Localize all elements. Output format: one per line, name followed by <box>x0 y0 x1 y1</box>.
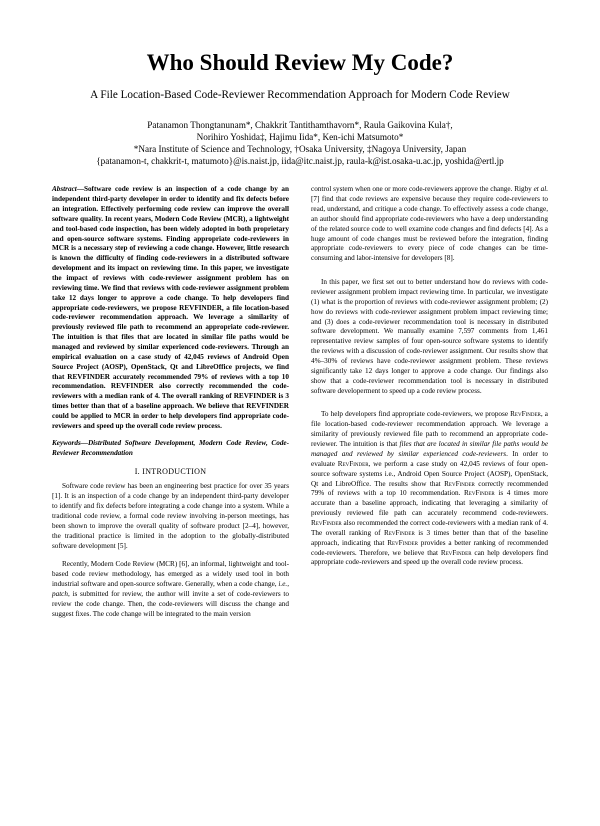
authors-line-2: Norihiro Yoshida‡, Hajimu Iida*, Ken-ichi Matsumoto* <box>196 131 404 142</box>
text-run-italic: i.e., patch <box>52 580 289 599</box>
text-run: To help developers find appropriate code-reviewers, we propose <box>321 410 511 419</box>
tool-name: RevFinder <box>337 459 369 468</box>
abstract <box>52 185 289 431</box>
text-run: control system when one or more code-reviewers approve the change. Rigby <box>311 185 534 194</box>
text-run: can help developers find appropriate code-reviewers and speed up the overall code review process. <box>311 548 548 567</box>
right-column <box>311 185 548 619</box>
text-run: is 4 times more accurate than a baseline approach, indicating that leveraging a similarity of previously reviewed file path can accurately recommend code-reviewers. <box>311 489 549 518</box>
authors-line-1: Patanamon Thongtanunam*, Chakkrit Tantithamthavorn*, Raula Gaikovina Kula†, <box>147 119 453 130</box>
affiliations: *Nara Institute of Science and Technology, †Osaka University, ‡Nagoya University, Japan <box>133 144 467 155</box>
intro-paragraph-1: Software code review has been an engineering best practice for over 35 years [1]. It is an inspection of a code change by an independent third-party developer to identify and fix defects before integrating a code change into a system. While a traditional code review, a formal code review involving in-person meetings, has been shown to improve the overall quality of software product [2–4], however, the traditional practice is limited in the adoption to the globally-distributed software development [5]. <box>52 482 289 550</box>
tool-name: RevFinder <box>311 518 342 527</box>
tool-name: RevFinder <box>444 479 475 488</box>
left-column <box>52 185 289 619</box>
paper-subtitle: A File Location-Based Code-Reviewer Recommendation Approach for Modern Code Review <box>90 89 510 102</box>
paper-page <box>0 50 600 826</box>
text-run: , is submitted for review, the author will invite a set of code-reviewers to review the code change. Then, the code-reviewers will discuss the change and suggest fixes. The code change will be integrated to the main version <box>52 590 289 618</box>
tool-name: RevFinder <box>464 489 495 498</box>
text-run-italic: et al. <box>533 185 549 194</box>
tool-name: RevFinder <box>384 528 415 537</box>
abstract-text: —Software code review is an inspection of a code change by an independent third-party developer in order to identify and fix defects before an integration. Effectively performing code review can improve the overall software quality. In recent years, Modern Code Review (MCR), a lightweight and tool-based code inspection, has been widely adopted in both proprietary and open-source software systems. Finding appropriate code-reviewers in MCR is a necessary step of reviewing a code change. However, little research is known the difficulty of finding code-reviewers in a distributed software development and its impact on reviewing time. In this paper, we investigate the impact of reviews with code-reviewer assignment problem has on reviewing time. We find that reviews with code-reviewer assignment problem take 12 days longer to approve a code change. To help developers find appropriate code-reviewers, we propose REVFINDER, a file location-based code-reviewer recommendation approach. We leverage a similarity of previously reviewed file path to recommend an appropriate code-reviewer. The intuition is that files that are located in similar file paths would be managed and reviewed by similar experienced code-reviewers. Through an empirical evaluation on a case study of 42,045 reviews of Android Open Source Project (AOSP), OpenStack, Qt and LibreOffice projects, we find that REVFINDER accurately recommended 79% of reviews with a top 10 recommendation. REVFINDER also correctly recommended the code-reviewers with a median rank of 4. The overall ranking of REVFINDER is 3 times better than that of a baseline approach. We believe that REVFINDER could be applied to MCR in order to help developers find appropriate code-reviewers and speed up the overall code review process. <box>52 185 289 430</box>
keywords-text: —Distributed Software Development, Modern Code Review, Code-Reviewer Recommendation <box>52 438 289 457</box>
tool-name: RevFinder <box>510 410 541 419</box>
text-run: , a file location-based code-reviewer recommendation approach. We leverage a similarity of previously reviewed file path to recommend an appropriate code-reviewer. The intuition is that <box>311 410 548 449</box>
text-run: also recommended the correct code-reviewers with a median rank of 4. The overall ranking of <box>311 518 548 537</box>
text-run: correctly recommended 79% of reviews with a top 10 recommendation. <box>311 479 549 498</box>
keywords <box>52 439 289 459</box>
text-run: [7] find that code reviews are expensive because they require code-reviewers to read, understand, and critique a code change. To effectively assess a code change, an author should find appropriate code-reviewers who have a deep understanding of the related source code to well examine code changes and find defects [4]. As a huge amount of code changes must be reviewed before the integration, finding appropriate code-reviewers to every piece of code changes can be time-consuming and labor-intensive for developers [8]. <box>311 195 548 263</box>
tool-name: RevFinder <box>387 538 418 547</box>
text-run: provides a better ranking of recommended code-reviewers. Therefore, we believe that <box>311 538 548 557</box>
emails: {patanamon-t, chakkrit-t, matumoto}@is.naist.jp, iida@itc.naist.jp, raula-k@ist.osaka-u.ac.jp, yoshida@ertl.jp <box>96 156 504 167</box>
intro-paragraph-3: In this paper, we first set out to better understand how do reviews with code-reviewer assignment problem impact reviewing time. In particular, we investigate (1) what is the proportion of reviews with code-reviewer assignment problem; (2) how do reviews with code-reviewer assignment problem impact reviewing time; and (3) does a code-reviewer recommendation tool is necessary in distributed software development. We manually examine 7,597 comments from 1,461 representative review samples of four open-source software systems to identify the reviews with a discussion of code-reviewer assignment. Our results show that 4%–30% of reviews have code-reviewer assignment problem. These reviews significantly take 12 days longer to approve a code change. Our findings also show that a code-reviewer recommendation tool is necessary in distributed software developerment to speed up a code review process. <box>311 278 548 395</box>
keywords-label: Keywords <box>52 438 81 447</box>
two-column-body <box>52 185 548 619</box>
tool-name: RevFinder <box>440 548 472 557</box>
text-run: . In order to evaluate <box>311 449 548 468</box>
section-heading-introduction: I. INTRODUCTION <box>134 466 207 476</box>
intro-paragraph-2 <box>52 560 289 619</box>
text-run: , we perform a case study on 42,045 reviews of four open-source software systems i.e., Android Open Source Project (AOSP), OpenStack, Qt and LibreOffice. The results show that <box>311 459 548 488</box>
text-run-italic: files that are located in similar file paths would be managed and reviewed by similar experienced code-reviewers <box>311 440 549 458</box>
paper-title: Who Should Review My Code? <box>146 50 454 75</box>
text-run: Recently, Modern Code Review (MCR) [6], an informal, lightweight and tool-based code review methodology, has emerged as a widely used tool in both industrial software and open-source software. Generally, when a code change, <box>52 560 289 589</box>
intro-paragraph-4 <box>311 410 548 568</box>
abstract-label: Abstract <box>52 185 77 194</box>
author-block <box>52 119 548 168</box>
intro-paragraph-2-continued <box>311 185 548 264</box>
text-run: is 3 times better than that of the baseline approach, indicating that <box>311 528 548 547</box>
